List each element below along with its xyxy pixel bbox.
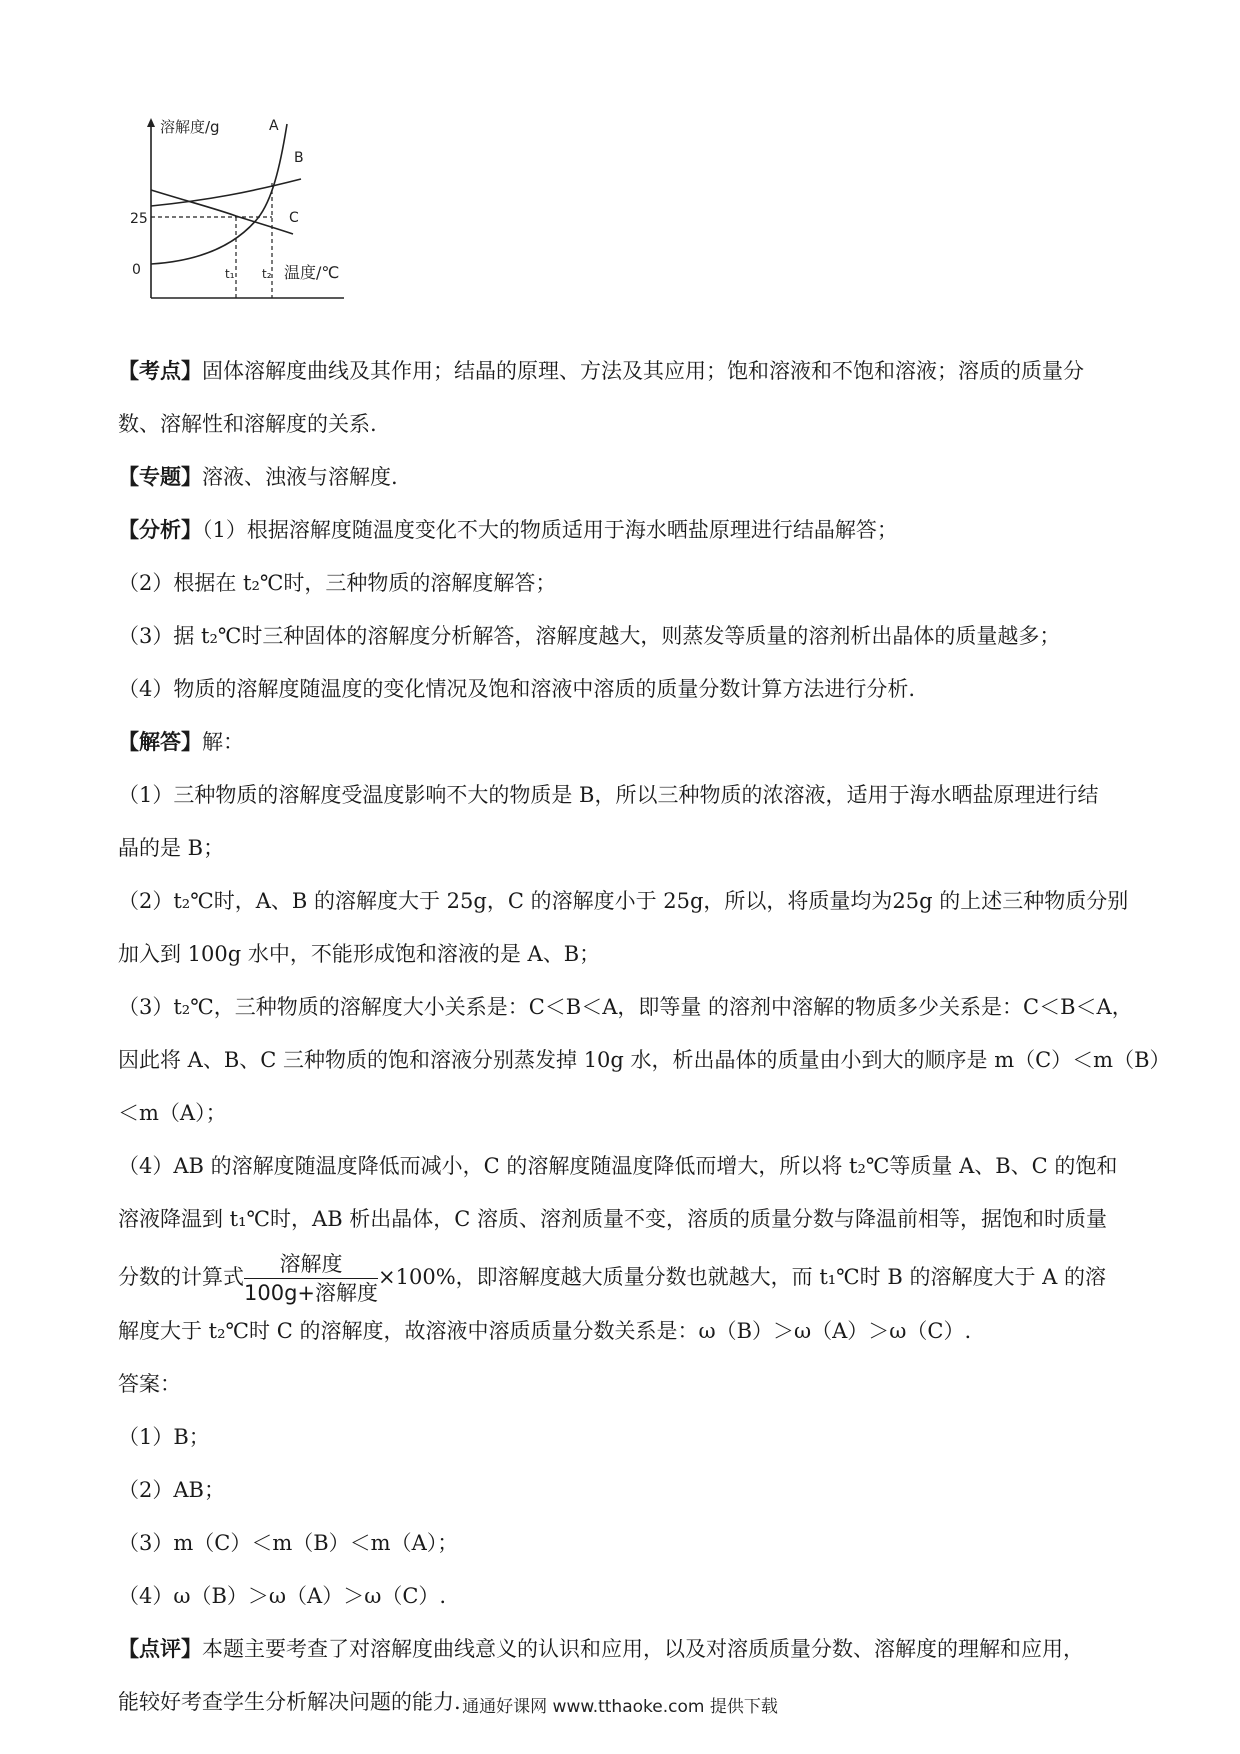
section-label: 【分析】 [118, 517, 202, 542]
line-text: （4）物质的溶解度随温度的变化情况及饱和溶液中溶质的质量分数计算方法进行分析. [118, 677, 916, 701]
x-axis-label: 温度/℃ [284, 263, 340, 282]
text-line [118, 352, 1128, 390]
text-line [118, 1524, 1128, 1562]
line-text: （2）t₂℃时，A、B 的溶解度大于 25g，C 的溶解度小于 25g，所以，将质量均为25g 的上述三种物质分别 [118, 889, 1129, 913]
solubility-curve-figure [130, 118, 370, 318]
line-text: 晶的是 B； [118, 836, 225, 860]
mass-fraction-formula [244, 1251, 378, 1306]
formula-numerator: 溶解度 [244, 1251, 378, 1279]
origin-label: 0 [132, 262, 141, 278]
line-text: 溶液降温到 t₁℃时，AB 析出晶体，C 溶质、溶剂质量不变，溶质的质量分数与降温前相等，据饱和时质量 [118, 1207, 1108, 1231]
line-text: 固体溶解度曲线及其作用；结晶的原理、方法及其应用；饱和溶液和不饱和溶液；溶质的质量分 [202, 359, 1084, 383]
text-line [118, 670, 1128, 708]
y-axis-label: 溶解度/g [160, 118, 220, 136]
text-lines-after-formula [118, 1312, 1128, 1721]
formula-denominator: 100g+溶解度 [244, 1281, 379, 1305]
solution-text [118, 352, 1171, 1736]
line-text: （1）B； [118, 1425, 210, 1449]
solubility-curve-svg [130, 118, 370, 318]
text-line [118, 988, 1133, 1026]
text-line [118, 458, 1128, 496]
text-line [118, 1630, 1128, 1668]
text-line [118, 617, 1128, 655]
y-tick-25: 25 [130, 211, 148, 227]
line-text: （4）AB 的溶解度随温度降低而减小，C 的溶解度随温度降低而增大，所以将 t₂℃等质量 A、B、C 的饱和 [118, 1154, 1118, 1178]
line-text: （3）t₂℃，三种物质的溶解度大小关系是：C＜B＜A，即等量 的溶剂中溶解的物质多少关系是：C＜B＜A， [118, 995, 1133, 1019]
text-lines-before-formula [118, 352, 1171, 1238]
text-line [118, 1365, 1128, 1403]
curve-b [151, 179, 301, 206]
section-label: 【点评】 [118, 1636, 202, 1661]
line-text: 因此将 A、B、C 三种物质的饱和溶液分别蒸发掉 10g 水，析出晶体的质量由小到大的顺序是 m（C）＜m（B） [118, 1048, 1171, 1072]
line-text: （4）ω（B）＞ω（A）＞ω（C）. [118, 1584, 447, 1608]
line-text: （2）AB； [118, 1478, 225, 1502]
text-line [118, 1312, 1128, 1350]
text-line [118, 1418, 1128, 1456]
formula-suffix: ×100%，即溶解度越大质量分数也就越大，而 t₁℃时 B 的溶解度大于 A 的溶 [378, 1265, 1106, 1289]
line-text: （1）根据溶解度随温度变化不大的物质适用于海水晒盐原理进行结晶解答； [202, 518, 898, 542]
text-line [118, 564, 1128, 602]
line-text: 解： [202, 730, 244, 754]
line-text: ＜m（A）； [118, 1101, 227, 1125]
text-line [118, 1471, 1128, 1509]
page-footer: 通通好课网 www.tthaoke.com 提供下载 [462, 1697, 778, 1717]
text-line [118, 405, 1128, 443]
y-axis-arrow [147, 118, 155, 127]
text-line [118, 1200, 1128, 1238]
text-line [118, 1577, 1128, 1615]
line-text: 能较好考查学生分析解决问题的能力. [118, 1690, 461, 1714]
text-line [118, 935, 1128, 973]
line-text: （1）三种物质的溶解度受温度影响不大的物质是 B，所以三种物质的浓溶液，适用于海水晒盐原理进行结 [118, 783, 1099, 807]
text-line [118, 1094, 1128, 1132]
line-text: （3）m（C）＜m（B）＜m（A）； [118, 1531, 459, 1555]
text-line [118, 829, 1128, 867]
curve-b-label: B [294, 150, 304, 166]
curve-a-label: A [269, 118, 279, 134]
t2-label: t₂ [262, 267, 272, 281]
text-line [118, 723, 1128, 761]
t1-label: t₁ [225, 267, 235, 281]
curve-c-label: C [289, 210, 299, 226]
line-text: （2）根据在 t₂℃时，三种物质的溶解度解答； [118, 571, 557, 595]
line-text: 解度大于 t₂℃时 C 的溶解度，故溶液中溶质质量分数关系是：ω（B）＞ω（A）＞ω（C）. [118, 1319, 972, 1343]
line-text: 数、溶解性和溶解度的关系. [118, 412, 377, 436]
line-text: 溶液、浊液与溶解度. [202, 465, 398, 489]
line-text: （3）据 t₂℃时三种固体的溶解度分析解答，溶解度越大，则蒸发等质量的溶剂析出晶体的质量越多； [118, 624, 1061, 648]
formula-line [118, 1247, 1128, 1307]
text-line [118, 1041, 1171, 1079]
formula-prefix: 分数的计算式 [118, 1265, 244, 1289]
text-line [118, 511, 1128, 549]
text-line [118, 882, 1128, 920]
section-label: 【专题】 [118, 464, 202, 489]
section-label: 【考点】 [118, 358, 202, 383]
line-text: 答案： [118, 1372, 181, 1396]
line-text: 本题主要考查了对溶解度曲线意义的认识和应用，以及对溶质质量分数、溶解度的理解和应用， [202, 1637, 1084, 1661]
section-label: 【解答】 [118, 729, 202, 754]
curve-a [151, 124, 287, 264]
text-line [118, 776, 1128, 814]
line-text: 加入到 100g 水中，不能形成饱和溶液的是 A、B； [118, 942, 601, 966]
text-line [118, 1147, 1128, 1185]
